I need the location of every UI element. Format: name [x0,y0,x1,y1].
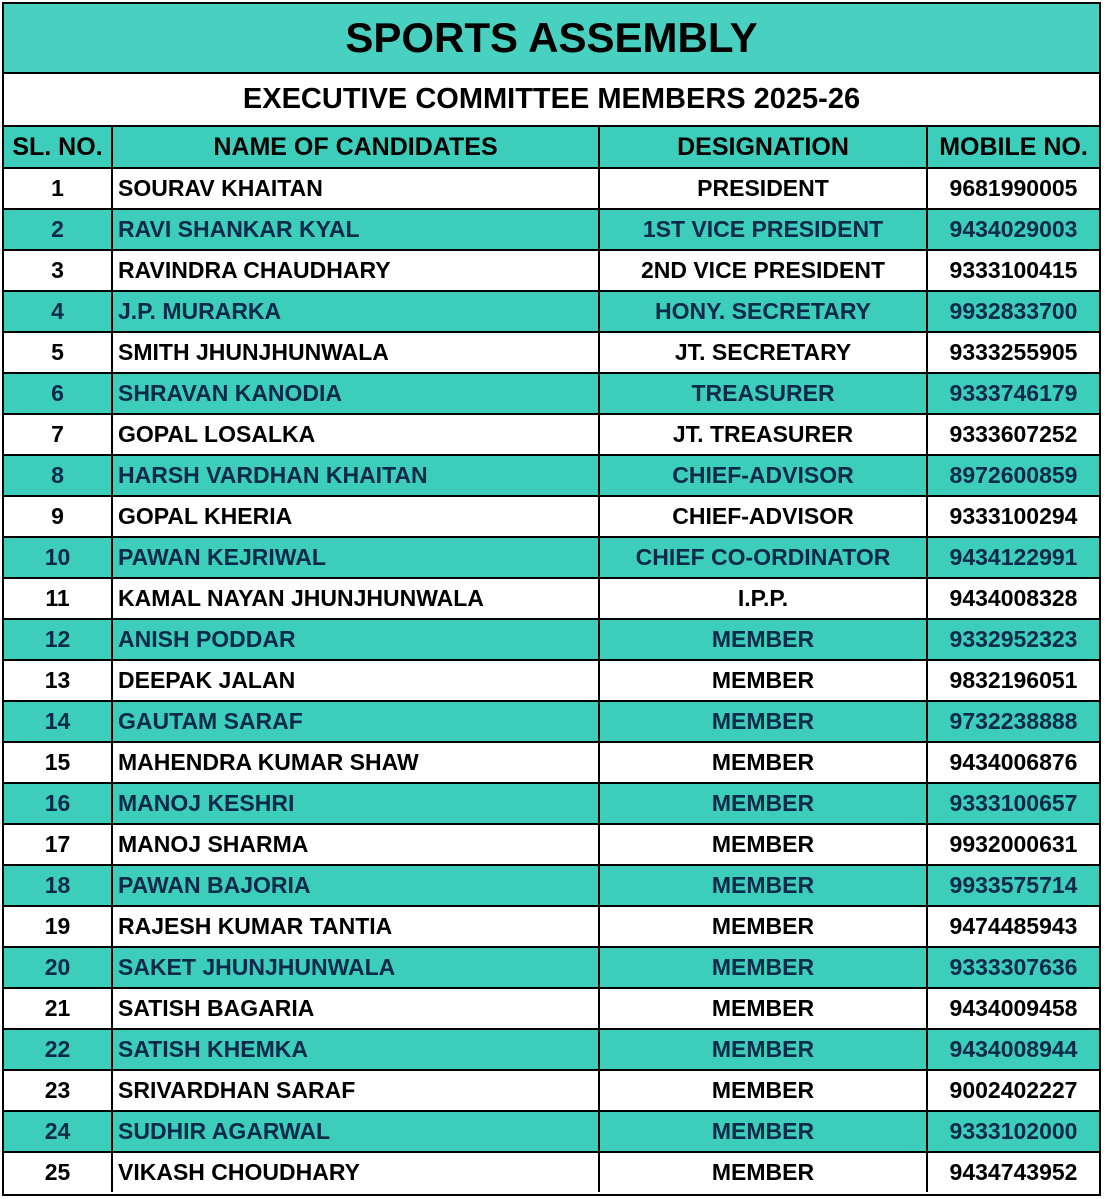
designation-cell: MEMBER [599,947,927,988]
members-table [4,127,1099,1192]
sl-no-cell: 6 [4,373,112,414]
name-cell: J.P. MURARKA [112,291,599,332]
table-row [4,824,1099,865]
mobile-cell: 9333607252 [927,414,1099,455]
table-row [4,414,1099,455]
table-row [4,906,1099,947]
mobile-cell: 9333255905 [927,332,1099,373]
sl-no-cell: 5 [4,332,112,373]
name-cell: SMITH JHUNJHUNWALA [112,332,599,373]
designation-cell: PRESIDENT [599,168,927,209]
designation-cell: MEMBER [599,865,927,906]
name-cell: DEEPAK JALAN [112,660,599,701]
name-cell: KAMAL NAYAN JHUNJHUNWALA [112,578,599,619]
committee-sheet [2,2,1101,1196]
name-cell: PAWAN BAJORIA [112,865,599,906]
designation-cell: MEMBER [599,660,927,701]
sl-no-cell: 14 [4,701,112,742]
sl-no-cell: 19 [4,906,112,947]
designation-cell: MEMBER [599,1070,927,1111]
mobile-cell: 9474485943 [927,906,1099,947]
sl-no-cell: 9 [4,496,112,537]
mobile-cell: 9333102000 [927,1111,1099,1152]
sl-no-cell: 7 [4,414,112,455]
mobile-cell: 9332952323 [927,619,1099,660]
designation-cell: MEMBER [599,619,927,660]
name-cell: SAKET JHUNJHUNWALA [112,947,599,988]
sl-no-cell: 23 [4,1070,112,1111]
sl-no-cell: 18 [4,865,112,906]
designation-cell: MEMBER [599,1111,927,1152]
table-row [4,373,1099,414]
designation-cell: 2ND VICE PRESIDENT [599,250,927,291]
mobile-cell: 9434743952 [927,1152,1099,1192]
table-row [4,537,1099,578]
mobile-cell: 9434006876 [927,742,1099,783]
name-cell: MANOJ SHARMA [112,824,599,865]
designation-cell: HONY. SECRETARY [599,291,927,332]
header-designation: DESIGNATION [599,127,927,168]
table-row [4,455,1099,496]
header-row [4,127,1099,168]
sl-no-cell: 11 [4,578,112,619]
table-row [4,701,1099,742]
table-row [4,742,1099,783]
mobile-cell: 9932000631 [927,824,1099,865]
designation-cell: MEMBER [599,783,927,824]
table-row [4,660,1099,701]
mobile-cell: 9333100415 [927,250,1099,291]
header-name: NAME OF CANDIDATES [112,127,599,168]
table-row [4,1070,1099,1111]
sl-no-cell: 21 [4,988,112,1029]
sl-no-cell: 12 [4,619,112,660]
mobile-cell: 9681990005 [927,168,1099,209]
designation-cell: MEMBER [599,1029,927,1070]
name-cell: MAHENDRA KUMAR SHAW [112,742,599,783]
mobile-cell: 9732238888 [927,701,1099,742]
name-cell: PAWAN KEJRIWAL [112,537,599,578]
designation-cell: 1ST VICE PRESIDENT [599,209,927,250]
header-sl-no: SL. NO. [4,127,112,168]
mobile-cell: 9434009458 [927,988,1099,1029]
designation-cell: MEMBER [599,906,927,947]
table-row [4,1111,1099,1152]
name-cell: SUDHIR AGARWAL [112,1111,599,1152]
designation-cell: CHIEF CO-ORDINATOR [599,537,927,578]
mobile-cell: 9333100657 [927,783,1099,824]
mobile-cell: 9002402227 [927,1070,1099,1111]
sl-no-cell: 1 [4,168,112,209]
name-cell: ANISH PODDAR [112,619,599,660]
mobile-cell: 9333746179 [927,373,1099,414]
mobile-cell: 9933575714 [927,865,1099,906]
table-row [4,783,1099,824]
table-row [4,1029,1099,1070]
table-row [4,619,1099,660]
sl-no-cell: 13 [4,660,112,701]
name-cell: MANOJ KESHRI [112,783,599,824]
sl-no-cell: 17 [4,824,112,865]
sl-no-cell: 15 [4,742,112,783]
name-cell: RAJESH KUMAR TANTIA [112,906,599,947]
sl-no-cell: 10 [4,537,112,578]
name-cell: RAVI SHANKAR KYAL [112,209,599,250]
name-cell: SRIVARDHAN SARAF [112,1070,599,1111]
table-row [4,578,1099,619]
name-cell: HARSH VARDHAN KHAITAN [112,455,599,496]
designation-cell: MEMBER [599,988,927,1029]
mobile-cell: 9434029003 [927,209,1099,250]
designation-cell: I.P.P. [599,578,927,619]
name-cell: VIKASH CHOUDHARY [112,1152,599,1192]
name-cell: SATISH KHEMKA [112,1029,599,1070]
sl-no-cell: 16 [4,783,112,824]
sl-no-cell: 2 [4,209,112,250]
mobile-cell: 8972600859 [927,455,1099,496]
sheet-title: SPORTS ASSEMBLY [4,4,1099,74]
table-row [4,947,1099,988]
sl-no-cell: 4 [4,291,112,332]
sl-no-cell: 24 [4,1111,112,1152]
table-row [4,291,1099,332]
sl-no-cell: 3 [4,250,112,291]
name-cell: RAVINDRA CHAUDHARY [112,250,599,291]
mobile-cell: 9832196051 [927,660,1099,701]
table-row [4,496,1099,537]
designation-cell: MEMBER [599,742,927,783]
sl-no-cell: 22 [4,1029,112,1070]
designation-cell: MEMBER [599,824,927,865]
name-cell: GOPAL LOSALKA [112,414,599,455]
designation-cell: MEMBER [599,1152,927,1192]
mobile-cell: 9333100294 [927,496,1099,537]
sheet-subtitle: EXECUTIVE COMMITTEE MEMBERS 2025-26 [4,74,1099,127]
designation-cell: CHIEF-ADVISOR [599,496,927,537]
table-row [4,988,1099,1029]
name-cell: SATISH BAGARIA [112,988,599,1029]
name-cell: SOURAV KHAITAN [112,168,599,209]
sl-no-cell: 20 [4,947,112,988]
designation-cell: CHIEF-ADVISOR [599,455,927,496]
table-row [4,865,1099,906]
name-cell: GAUTAM SARAF [112,701,599,742]
name-cell: GOPAL KHERIA [112,496,599,537]
mobile-cell: 9932833700 [927,291,1099,332]
mobile-cell: 9434008328 [927,578,1099,619]
designation-cell: JT. TREASURER [599,414,927,455]
name-cell: SHRAVAN KANODIA [112,373,599,414]
sl-no-cell: 8 [4,455,112,496]
designation-cell: JT. SECRETARY [599,332,927,373]
table-row [4,332,1099,373]
table-row [4,1152,1099,1192]
table-row [4,209,1099,250]
table-row [4,168,1099,209]
header-mobile: MOBILE NO. [927,127,1099,168]
mobile-cell: 9333307636 [927,947,1099,988]
table-row [4,250,1099,291]
sl-no-cell: 25 [4,1152,112,1192]
mobile-cell: 9434008944 [927,1029,1099,1070]
designation-cell: MEMBER [599,701,927,742]
mobile-cell: 9434122991 [927,537,1099,578]
designation-cell: TREASURER [599,373,927,414]
